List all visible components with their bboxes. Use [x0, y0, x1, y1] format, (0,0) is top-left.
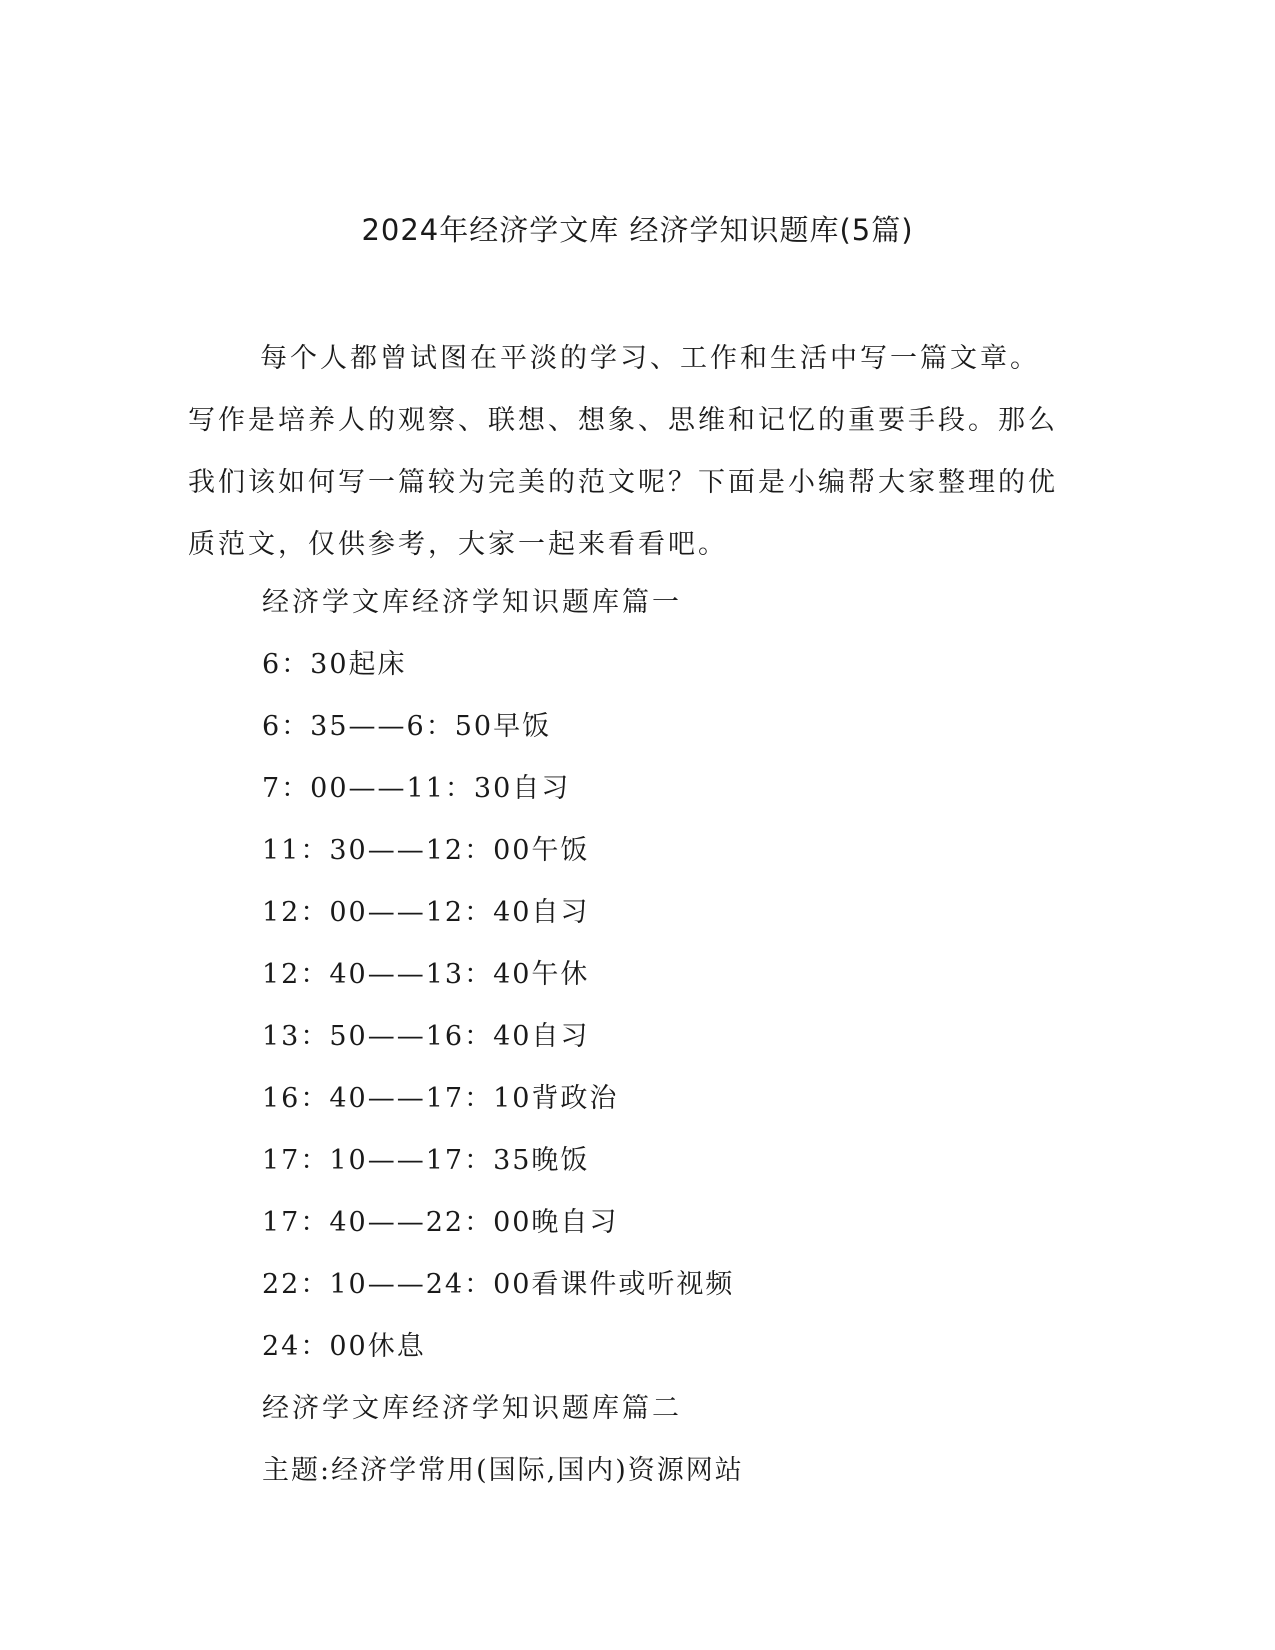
document-title: 2024年经济学文库 经济学知识题库(5篇)	[361, 213, 914, 247]
schedule-line: 6：30起床	[262, 649, 407, 680]
topic-line: 主题:经济学常用(国际,国内)资源网站	[262, 1455, 744, 1486]
schedule-line: 11：30——12：00午饭	[262, 835, 590, 866]
schedule-line: 17：10——17：35晚饭	[262, 1145, 590, 1176]
schedule-line: 13：50——16：40自习	[262, 1021, 590, 1052]
section-heading-1: 经济学文库经济学知识题库篇一	[262, 587, 682, 618]
schedule-line: 24：00休息	[262, 1331, 426, 1362]
content-lines	[262, 572, 744, 1502]
schedule-line: 22：10——24：00看课件或听视频	[262, 1269, 735, 1300]
intro-paragraph: 每个人都曾试图在平淡的学习、工作和生活中写一篇文章。写作是培养人的观察、联想、想象、思维和记忆的重要手段。那么我们该如何写一篇较为完美的范文呢？下面是小编帮大家整理的优质范文，仅供参考，大家一起来看看吧。	[188, 343, 1058, 560]
schedule-line: 12：00——12：40自习	[262, 897, 590, 928]
schedule-line: 12：40——13：40午休	[262, 959, 590, 990]
section-heading-2: 经济学文库经济学知识题库篇二	[262, 1393, 682, 1424]
schedule-line: 16：40——17：10背政治	[262, 1083, 619, 1114]
schedule-line: 6：35——6：50早饭	[262, 711, 552, 742]
schedule-line: 17：40——22：00晚自习	[262, 1207, 619, 1238]
schedule-line: 7：00——11：30自习	[262, 773, 571, 804]
